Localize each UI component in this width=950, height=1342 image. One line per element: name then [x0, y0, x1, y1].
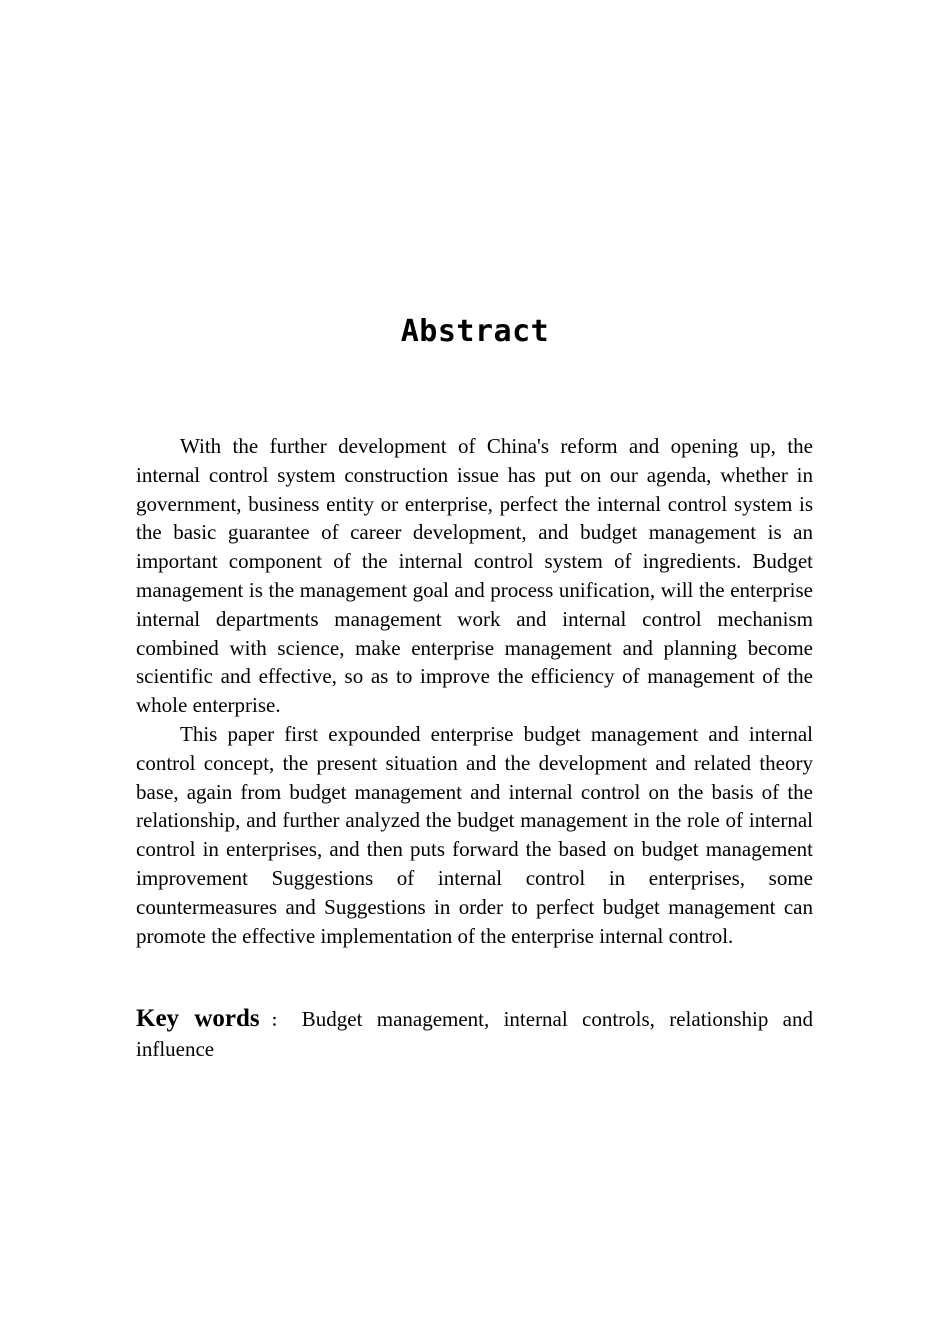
keywords-separator: ：	[261, 1011, 296, 1030]
abstract-title: Abstract	[400, 314, 550, 349]
abstract-paragraph-1: With the further development of China's reform and opening up, the internal control system construction issue has put on our agenda, whether in government, business entity or enterprise, perfect the internal control system is the basic guarantee of career development, and budget management is an important component of the internal control system of ingredients. Budget management is the management goal and process unification, will the enterprise internal departments management work and internal control mechanism combined with science, make enterprise management and planning become scientific and effective, so as to improve the efficiency of management of the whole enterprise.	[136, 434, 813, 718]
abstract-paragraph-2: This paper first expounded enterprise budget management and internal control concept, the present situation and the development and related theory base, again from budget management and internal control on the basis of the relationship, and further analyzed the budget management in the role of internal control in enterprises, and then puts forward the based on budget management improvement Suggestions of internal control in enterprises, some countermeasures and Suggestions in order to perfect budget management can promote the effective implementation of the enterprise internal control.	[136, 721, 813, 948]
keywords-line	[136, 1005, 813, 1063]
keywords-label: Key words	[136, 1005, 260, 1032]
abstract-body	[136, 432, 813, 950]
keywords-text: Budget management, internal controls, relationship and influence	[136, 1007, 813, 1061]
